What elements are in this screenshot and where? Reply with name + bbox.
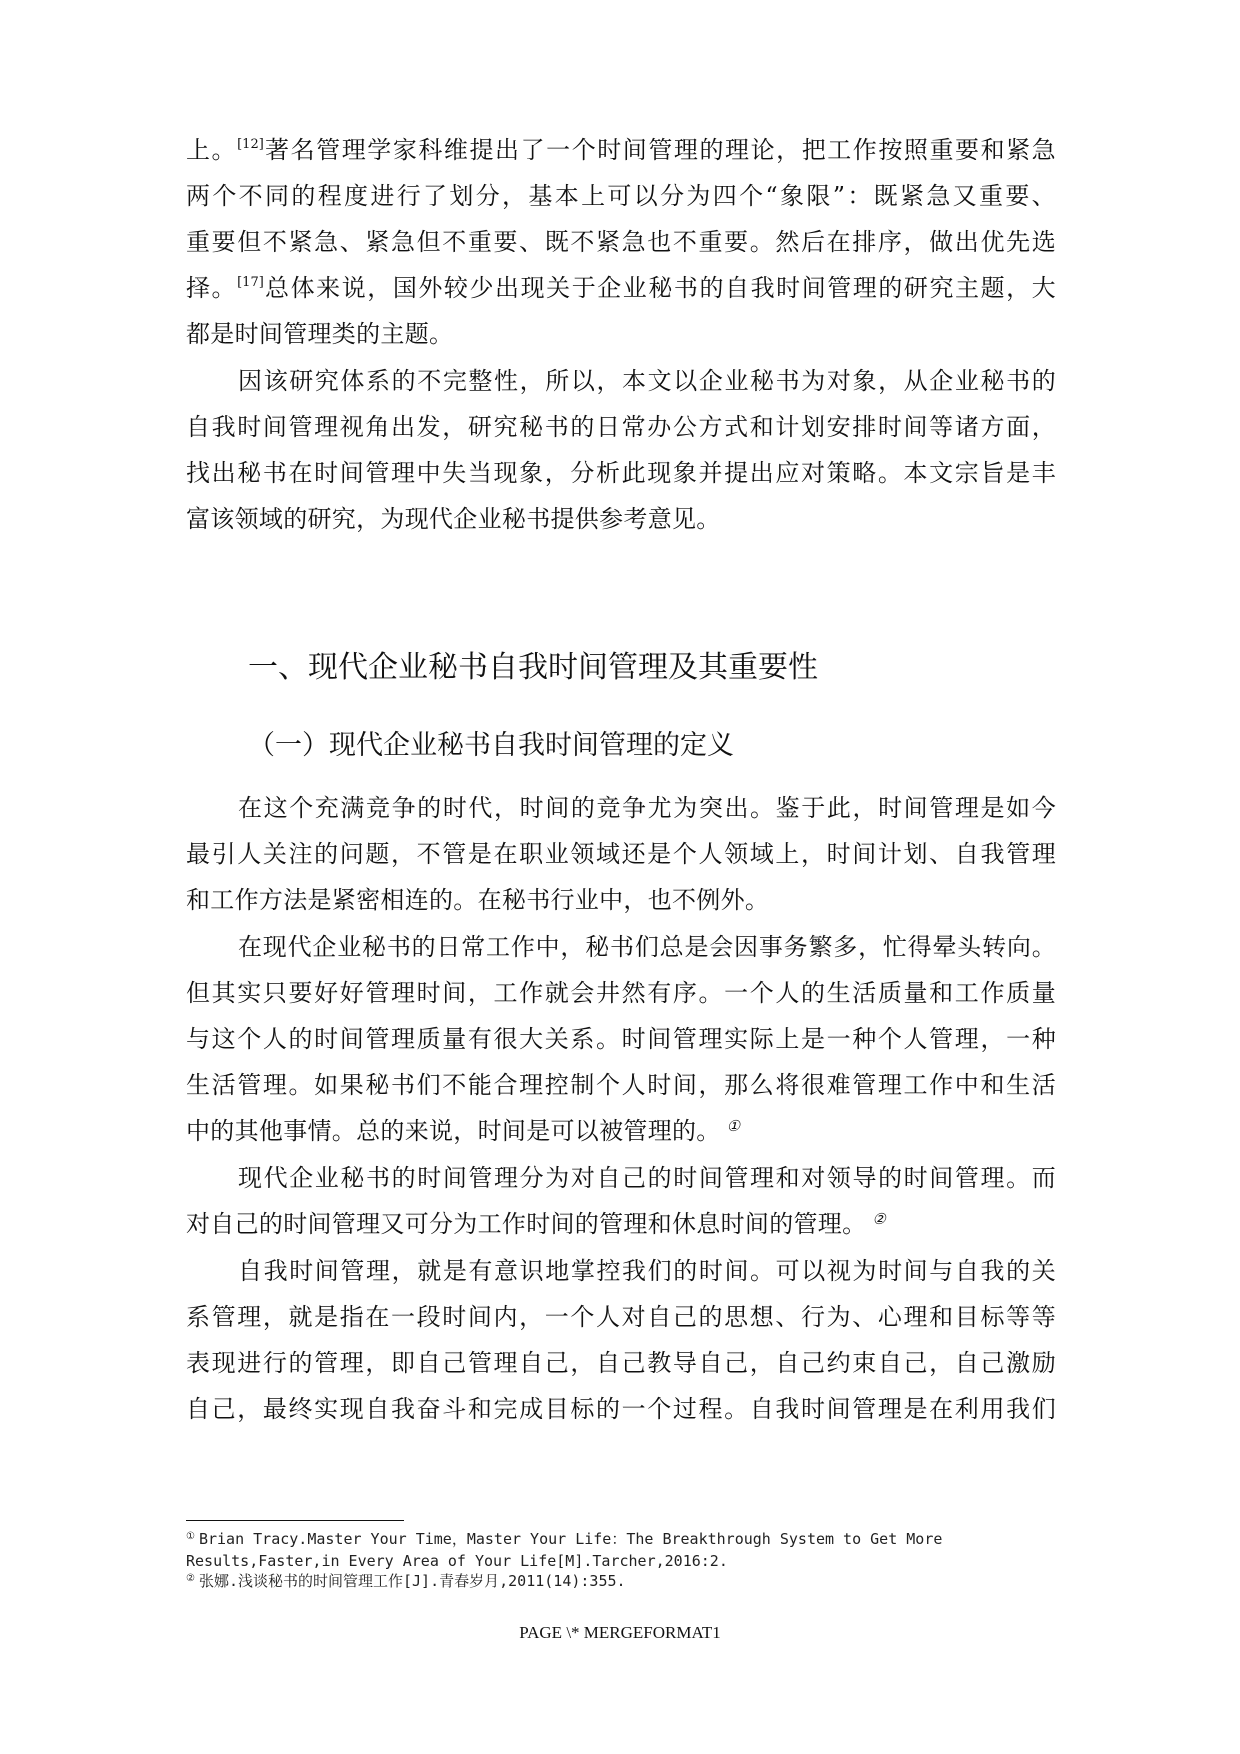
daily-work-line-4: 生活管理。如果秘书们不能合理控制个人时间，那么将很难管理工作中和生活 xyxy=(186,1071,1056,1099)
footnote-2 xyxy=(186,1571,1086,1591)
intro-line-2: 两个不同的程度进行了划分，基本上可以分为四个“象限”：既紧急又重要、 xyxy=(186,182,1056,210)
self-management-line-2: 系管理，就是指在一段时间内，一个人对自己的思想、行为、心理和目标等等 xyxy=(186,1303,1056,1331)
competition-line-3: 和工作方法是紧密相连的。在秘书行业中，也不例外。 xyxy=(186,886,770,914)
daily-work-line-2: 但其实只要好好管理时间，工作就会井然有序。一个人的生活质量和工作质量 xyxy=(186,979,1056,1007)
self-management-line-3: 表现进行的管理，即自己管理自己，自己教导自己，自己约束自己，自己激励 xyxy=(186,1349,1056,1377)
purpose-line-3: 找出秘书在时间管理中失当现象，分析此现象并提出应对策略。本文宗旨是丰 xyxy=(186,459,1056,487)
competition-line-2: 最引人关注的问题，不管是在职业领域还是个人领域上，时间计划、自我管理 xyxy=(186,840,1056,868)
text-run: 中的其他事情。总的来说，时间是可以被管理的。 xyxy=(186,1117,721,1145)
division-line-2 xyxy=(186,1208,1056,1240)
self-management-line-1: 自我时间管理，就是有意识地掌控我们的时间。可以视为时间与自我的关 xyxy=(238,1257,1056,1285)
intro-line-1 xyxy=(186,134,1056,166)
chapter-heading: 一、现代企业秘书自我时间管理及其重要性 xyxy=(248,650,818,685)
division-line-1: 现代企业秘书的时间管理分为对自己的时间管理和对领导的时间管理。而 xyxy=(238,1164,1056,1192)
citation-ref-17[interactable]: [17] xyxy=(237,275,264,290)
footnote-1-mark: ① xyxy=(186,1531,195,1542)
text-run: 择。 xyxy=(186,274,238,302)
daily-work-line-5 xyxy=(186,1115,1056,1147)
intro-line-4 xyxy=(186,272,1056,304)
text-run: 对自己的时间管理又可分为工作时间的管理和休息时间的管理。 xyxy=(186,1210,867,1238)
daily-work-line-1: 在现代企业秘书的日常工作中，秘书们总是会因事务繁多，忙得晕头转向。 xyxy=(238,933,1056,961)
citation-ref-12[interactable]: [12] xyxy=(237,137,264,152)
intro-line-3: 重要但不紧急、紧急但不重要、既不紧急也不重要。然后在排序，做出优先选 xyxy=(186,228,1056,256)
footnote-2-mark: ② xyxy=(186,1573,195,1584)
purpose-line-1: 因该研究体系的不完整性，所以，本文以企业秘书为对象，从企业秘书的 xyxy=(238,367,1056,395)
footnote-ref-1[interactable]: ① xyxy=(726,1117,741,1135)
page-number-field: PAGE \* MERGEFORMAT1 xyxy=(519,1623,721,1642)
purpose-line-2: 自我时间管理视角出发，研究秘书的日常办公方式和计划安排时间等诸方面， xyxy=(186,413,1056,441)
footnote-separator xyxy=(186,1520,404,1521)
footnote-ref-2[interactable]: ② xyxy=(872,1210,886,1228)
footnote-1-line-1 xyxy=(186,1529,1086,1549)
self-management-line-4: 自己，最终实现自我奋斗和完成目标的一个过程。自我时间管理是在利用我们 xyxy=(186,1395,1056,1423)
footnote-1-line-2: Results,Faster,in Every Area of Your Life[M].Tarcher,2016:2. xyxy=(186,1552,728,1570)
daily-work-line-3: 与这个人的时间管理质量有很大关系。时间管理实际上是一种个人管理，一种 xyxy=(186,1025,1056,1053)
footnote-2-text: 张娜.浅谈秘书的时间管理工作[J].青春岁月,2011(14):355. xyxy=(198,1572,626,1590)
purpose-line-4: 富该领域的研究，为现代企业秘书提供参考意见。 xyxy=(186,505,721,533)
intro-line-5: 都是时间管理类的主题。 xyxy=(186,320,454,348)
section-heading: （一）现代企业秘书自我时间管理的定义 xyxy=(248,730,734,761)
text-run: 著名管理学家科维提出了一个时间管理的理论，把工作按照重要和紧急 xyxy=(263,136,1056,164)
text-run: 总体来说，国外较少出现关于企业秘书的自我时间管理的研究主题，大 xyxy=(263,274,1056,302)
competition-line-1: 在这个充满竞争的时代，时间的竞争尤为突出。鉴于此，时间管理是如今 xyxy=(238,794,1056,822)
footnote-1-text: Brian Tracy.Master Your Time，Master Your Life：The Breakthrough System to Get More xyxy=(198,1530,943,1548)
text-run: 上。 xyxy=(186,136,238,164)
